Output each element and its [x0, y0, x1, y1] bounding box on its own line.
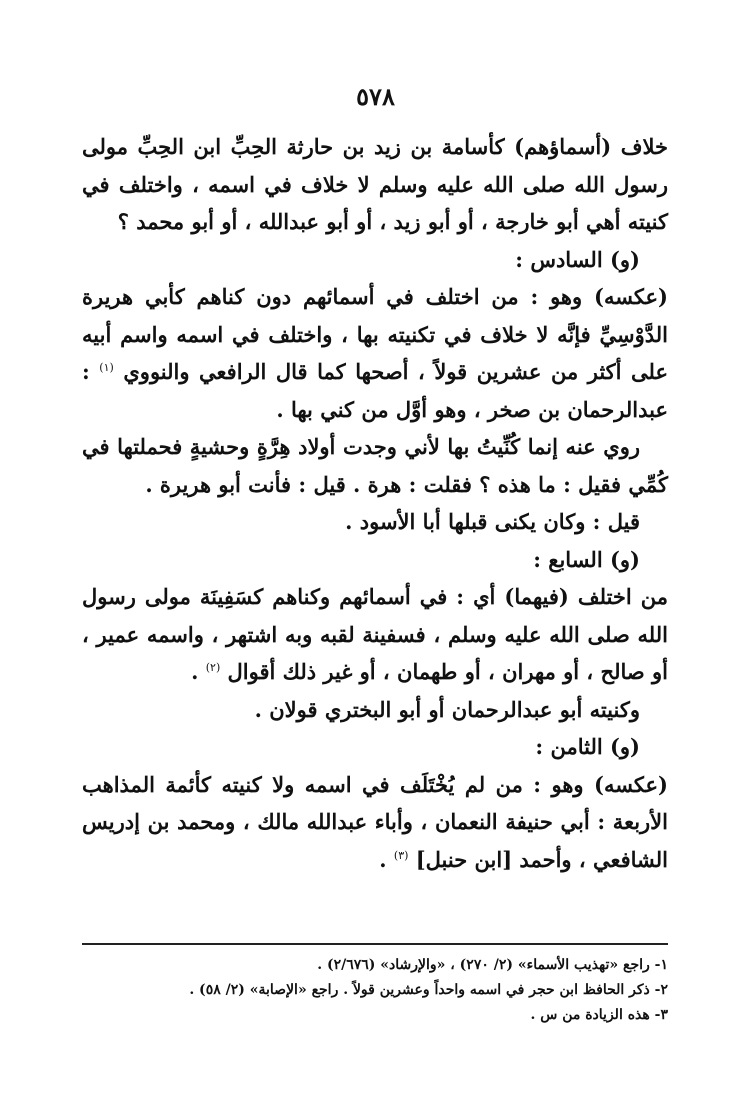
paragraph	[82, 128, 668, 241]
paragraph-text: .	[191, 659, 206, 684]
paragraph-text: (عكسه) وهو : من اختلف في أسمائهم دون كناهم كأبي هريرة الدَّوْسِيِّ فإنَّه لا خلاف في تكنيته بها ، واختلف في اسمه واسم أبيه على أكثر من عشرين قولاً ، أصحها كما قال الرافعي والنووي	[82, 284, 669, 384]
footnote-divider	[82, 943, 668, 945]
paragraph	[82, 728, 668, 766]
footnote: ٣- هذه الزيادة من س .	[530, 1007, 668, 1023]
paragraph	[82, 278, 668, 428]
footnote-ref: (٣)	[393, 848, 409, 862]
section-heading: (و) السابع :	[533, 546, 640, 572]
paragraph-text: (عكسه) وهو : من لم يُخْتَلَف في اسمه ولا كنيته كأئمة المذاهب الأربعة : أبي حنيفة النعمان ، وأباء عبدالله مالك ، ومحمد بن إدريس الشافعي ، وأحمد [ابن حنبل]	[82, 771, 668, 872]
footnotes	[82, 953, 668, 1028]
paragraph	[82, 541, 668, 579]
footnote-ref: (٢)	[205, 661, 221, 674]
paragraph	[82, 766, 668, 879]
paragraph-text: .	[379, 846, 394, 872]
section-heading: (و) السادس :	[515, 246, 640, 272]
footnote: ١- راجع «تهذيب الأسماء» (٢/ ٢٧٠) ، «والإرشاد» (٢/٦٧٦) .	[317, 957, 668, 973]
section-heading: (و) الثامن :	[535, 734, 640, 759]
paragraph	[82, 241, 668, 279]
main-text	[82, 128, 668, 878]
paragraph-text: خلاف (أسماؤهم) كأسامة بن زيد بن حارثة الحِبِّ ابن الحِبِّ مولى رسول الله صلى الله عليه وسلم لا خلاف في اسمه ، واختلف في كنيته أهي أبو خارجة ، أو أبو زيد ، أو أبو عبدالله ، أو أبو محمد ؟	[82, 134, 668, 234]
footnote: ٢- ذكر الحافظ ابن حجر في اسمه واحداً وعشرين قولاً . راجع «الإصابة» (٢/ ٥٨) .	[189, 982, 668, 998]
paragraph-text: من اختلف (فيهما) أي : في أسمائهم وكناهم كسَفِينَة مولى رسول الله صلى الله عليه وسلم ، فسفينة لقبه وبه اشتهر ، واسمه عمير ، أو صالح ، أو مهران ، أو طهمان ، أو غير ذلك أقوال	[82, 584, 668, 684]
page-number: ٥٧٨	[356, 82, 395, 111]
paragraph-text: : عبدالرحمان بن صخر ، وهو أوَّل من كني بها .	[82, 359, 668, 422]
paragraph-text: روي عنه إنما كُنِّيتُ بها لأني وجدت أولاد هِرَّةٍ وحشيةٍ فحملتها في كُمِّي فقيل : ما هذه ؟ فقلت : هرة . قيل : فأنت أبو هريرة .	[82, 434, 668, 497]
footnote-ref: (١)	[99, 361, 114, 374]
paragraph	[82, 503, 668, 541]
paragraph	[82, 691, 668, 729]
paragraph	[82, 578, 668, 691]
paragraph-text: وكنيته أبو عبدالرحمان أو أبو البختري قولان .	[254, 696, 640, 722]
paragraph-text: قيل : وكان يكنى قبلها أبا الأسود .	[345, 509, 640, 534]
paragraph	[82, 428, 668, 503]
